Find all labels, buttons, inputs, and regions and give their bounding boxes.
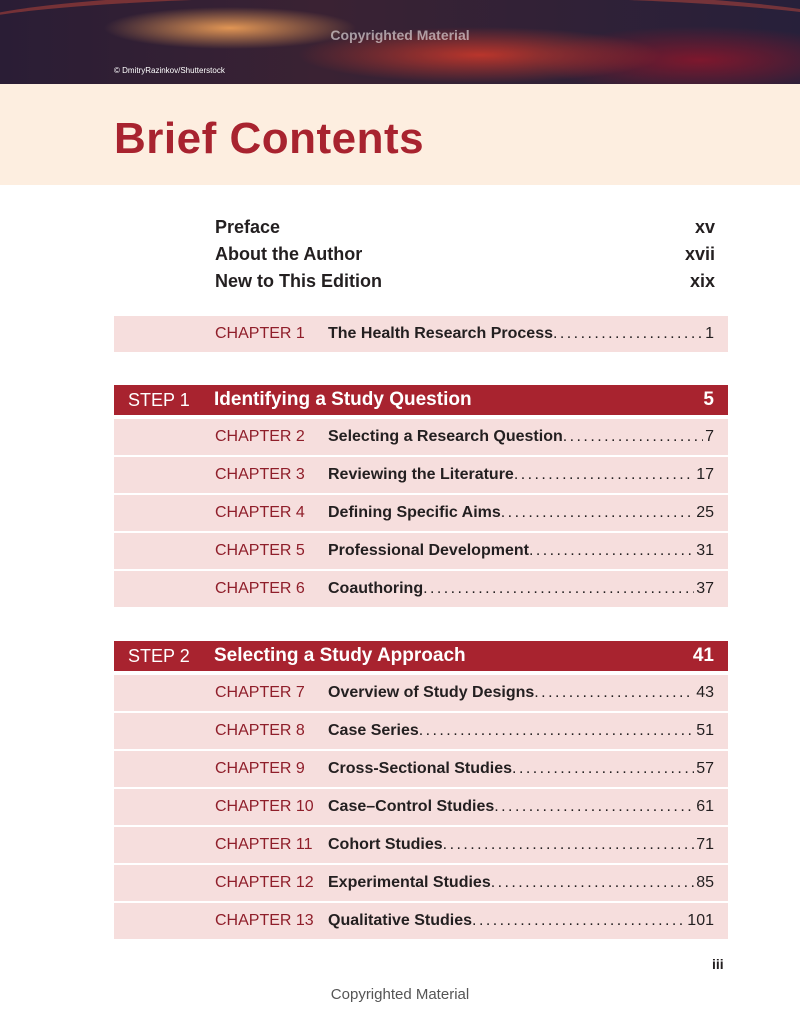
leader-dots [472, 912, 685, 930]
toc-row[interactable] [114, 675, 728, 711]
chapter-page: 61 [696, 798, 714, 815]
chapter-title: Case Series [328, 722, 419, 739]
leader-dots [494, 798, 694, 816]
chapter-number: CHAPTER 1 [215, 325, 305, 342]
step-header-2[interactable] [114, 641, 728, 671]
chapter-title: Cohort Studies [328, 836, 443, 853]
chapter-page: 37 [696, 580, 714, 597]
front-matter-label: New to This Edition [215, 271, 382, 291]
chapter-page: 85 [696, 874, 714, 891]
chapter-title: Defining Specific Aims [328, 504, 501, 521]
chapter-page: 31 [696, 542, 714, 559]
page-folio: iii [712, 956, 724, 972]
step-title: Identifying a Study Question [214, 389, 472, 410]
chapter-page: 43 [696, 684, 714, 701]
step-header-1[interactable] [114, 385, 728, 415]
front-matter-page: xvii [684, 244, 715, 264]
front-matter-entry [215, 244, 715, 270]
chapter-title: The Health Research Process [328, 325, 553, 342]
chapter-page: 17 [696, 466, 714, 483]
chapter-number: CHAPTER 6 [215, 580, 305, 597]
leader-dots [501, 504, 694, 522]
chapter-title: Reviewing the Literature [328, 466, 514, 483]
leader-dots [512, 760, 694, 778]
leader-dots [514, 466, 694, 484]
toc-row[interactable] [114, 865, 728, 901]
chapter-number: CHAPTER 11 [215, 836, 313, 853]
chapter-number: CHAPTER 4 [215, 504, 305, 521]
front-matter-entry [215, 271, 715, 297]
leader-dots [419, 722, 694, 740]
chapter-number: CHAPTER 3 [215, 466, 305, 483]
chapter-title: Coauthoring [328, 580, 424, 597]
watermark-top: Copyrighted Material [330, 27, 470, 43]
chapter-number: CHAPTER 12 [215, 874, 314, 891]
toc-row[interactable] [114, 419, 728, 455]
toc-row[interactable] [114, 571, 728, 607]
chapter-number: CHAPTER 5 [215, 542, 305, 559]
leader-dots [529, 542, 694, 560]
toc-row[interactable] [114, 495, 728, 531]
front-matter-label: Preface [215, 217, 281, 237]
leader-dots [563, 428, 703, 446]
chapter-title: Qualitative Studies [328, 912, 473, 929]
chapter-page: 101 [687, 912, 714, 929]
chapter-title: Case–Control Studies [328, 798, 495, 815]
toc-row[interactable] [114, 827, 728, 863]
front-matter-page: xix [689, 271, 715, 291]
chapter-title: Professional Development [328, 542, 529, 559]
leader-dots [534, 684, 694, 702]
chapter-page: 51 [696, 722, 714, 739]
chapter-title: Overview of Study Designs [328, 684, 535, 701]
watermark-bottom: Copyrighted Material [330, 986, 470, 1003]
chapter-number: CHAPTER 13 [215, 912, 314, 929]
leader-dots [423, 580, 694, 598]
step-label: STEP 2 [128, 646, 190, 666]
page-title: Brief Contents [114, 114, 425, 163]
toc-row[interactable] [114, 751, 728, 787]
image-credit: © DmitryRazinkov/Shutterstock [114, 66, 225, 75]
chapter-page: 25 [696, 504, 714, 521]
toc-row[interactable] [114, 713, 728, 749]
step-page: 5 [703, 389, 714, 410]
chapter-number: CHAPTER 10 [215, 798, 314, 815]
toc-row[interactable] [114, 457, 728, 493]
leader-dots [491, 874, 694, 892]
chapter-page: 57 [696, 760, 714, 777]
step-label: STEP 1 [128, 390, 190, 410]
chapter-title: Experimental Studies [328, 874, 491, 891]
toc-row[interactable] [114, 533, 728, 569]
leader-dots [443, 836, 695, 854]
chapter-number: CHAPTER 9 [215, 760, 305, 777]
cover-banner [0, 0, 800, 84]
front-matter-entry [215, 217, 715, 243]
chapter-page: 1 [705, 325, 714, 342]
front-matter-page: xv [694, 217, 715, 237]
toc-row[interactable] [114, 789, 728, 825]
chapter-page: 7 [705, 428, 714, 445]
chapter-title: Selecting a Research Question [328, 428, 563, 445]
toc-row-chapter-1[interactable] [114, 316, 728, 352]
leader-dots [553, 325, 703, 343]
chapter-number: CHAPTER 7 [215, 684, 305, 701]
front-matter-label: About the Author [215, 244, 363, 264]
step-page: 41 [692, 645, 714, 666]
toc-row[interactable] [114, 903, 728, 939]
step-title: Selecting a Study Approach [214, 645, 466, 666]
chapter-title: Cross-Sectional Studies [328, 760, 513, 777]
chapter-number: CHAPTER 2 [215, 428, 305, 445]
chapter-page: 71 [696, 836, 714, 853]
chapter-number: CHAPTER 8 [215, 722, 305, 739]
